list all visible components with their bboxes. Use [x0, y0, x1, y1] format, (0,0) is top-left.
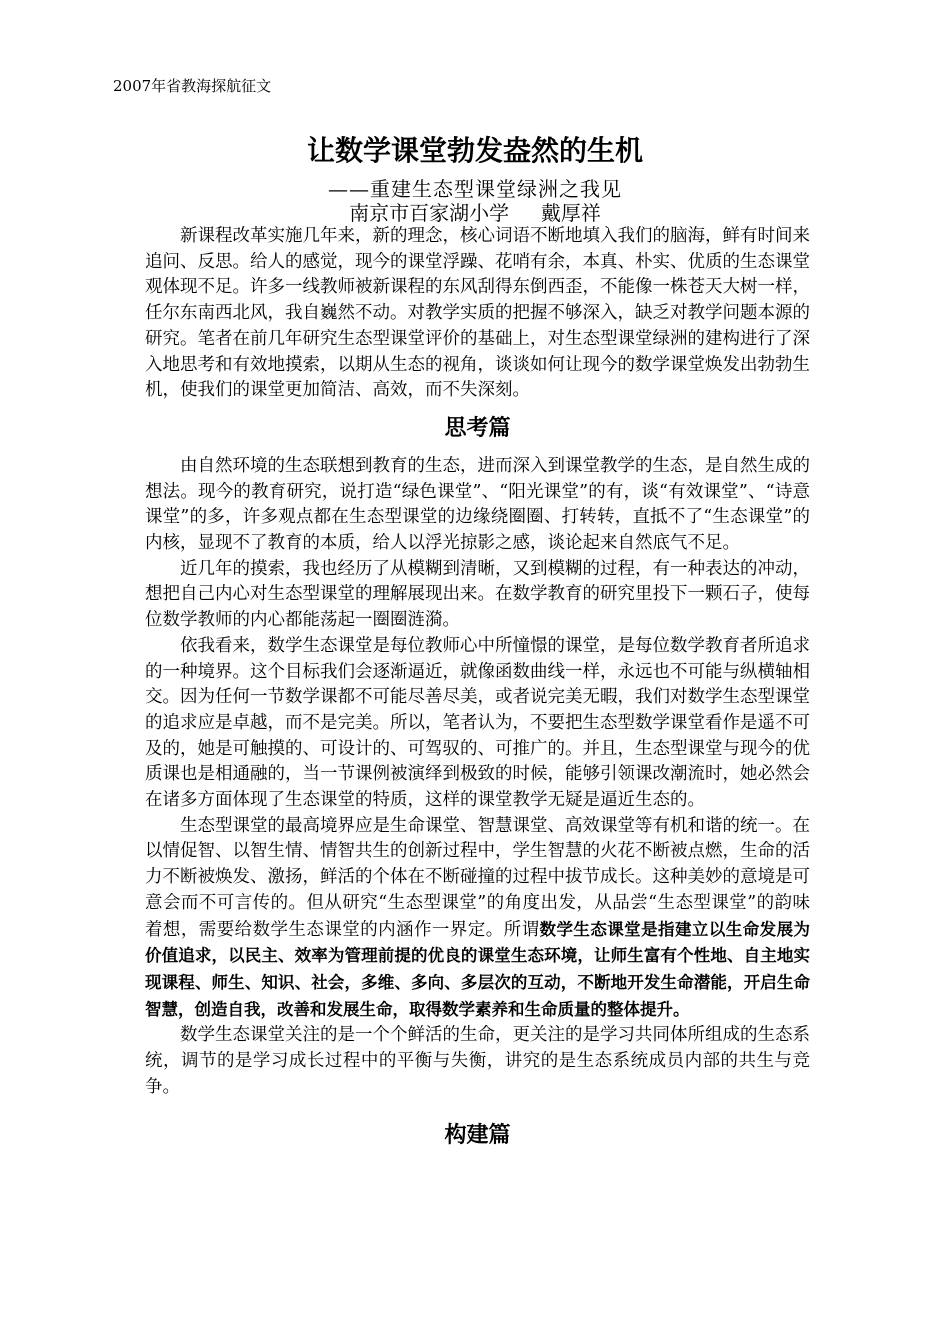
paragraph-text: 生态型课堂的最高境界应是生命课堂、智慧课堂、高效课堂等有机和谐的统一。在以情促智、以智生情、情智共生的创新过程中，学生智慧的火花不断被点燃，生命的活力不断被焕发、激扬，鲜活的个体在不断碰撞的过程中拔节成长。这种美妙的意境是可意会而不可言传的。但从研究“生态型课堂”的角度出发，从品尝“生态型课堂”的韵味着想，需要给数学生态课堂的内涵作一界定。所谓: [145, 815, 810, 940]
section-heading-building: 构建篇: [444, 1122, 511, 1148]
author-line: 南京市百家湖小学 戴厚祥: [349, 201, 601, 225]
paragraph: 由自然环境的生态联想到教育的生态，进而深入到课堂教学的生态，是自然生成的想法。现今的教育研究，说打造“绿色课堂”、“阳光课堂”的有，谈“有效课堂”、“诗意课堂”的多，许多观点都在生态型课堂的边缘绕圈圈、打转转，直抵不了“生态课堂”的内核，显现不了教育的本质，给人以浮光掠影之感，谈论起来自然底气不足。: [145, 455, 810, 554]
article-body: [145, 224, 810, 1171]
intro-paragraph: 新课程改革实施几年来，新的理念，核心词语不断地填入我们的脑海，鲜有时间来追问、反思。给人的感觉，现今的课堂浮躁、花哨有余，本真、朴实、优质的生态课堂观体现不足。许多一线教师被新课程的东风刮得东倒西歪，不能像一株苍天大树一样，任尔东南西北风，我自巍然不动。对教学实质的把握不够深入，缺乏对教学问题本源的研究。笔者在前几年研究生态型课堂评价的基础上，对生态型课堂绿洲的建构进行了深入地思考和有效地摸索，以期从生态的视角，谈谈如何让现今的数学课堂焕发出勃勃生机，使我们的课堂更加简洁、高效，而不失深刻。: [145, 226, 810, 401]
paragraph: 近几年的摸索，我也经历了从模糊到清晰，又到模糊的过程，有一种表达的冲动，想把自己内心对生态型课堂的理解展现出来。在数学教育的研究里投下一颗石子，使每位数学教师的内心都能荡起一圈圈涟漪。: [145, 558, 810, 631]
page-title: 让数学课堂勃发盎然的生机: [306, 134, 643, 167]
page-subtitle: ——重建生态型课堂绿洲之我见: [328, 177, 622, 201]
paragraph: 数学生态课堂关注的是一个个鲜活的生命，更关注的是学习共同体所组成的生态系统，调节的是学习成长过程中的平衡与失衡，讲究的是生态系统成员内部的共生与竞争。: [145, 1025, 810, 1097]
paragraph-definition: [145, 814, 810, 1024]
paragraph: 依我看来，数学生态课堂是每位教师心中所憧憬的课堂，是每位数学教育者所追求的一种境界。这个目标我们会逐渐逼近，就像函数曲线一样，永远也不可能与纵横轴相交。因为任何一节数学课都不可能尽善尽美，或者说完美无暇，我们对数学生态型课堂的追求应是卓越，而不是完美。所以，笔者认为，不要把生态型数学课堂看作是遥不可及的，她是可触摸的、可设计的、可驾驭的、可推广的。并且，生态型课堂与现今的优质课也是相通融的，当一节课例被演绎到极致的时候，能够引领课改潮流时，她必然会在诸多方面体现了生态课堂的特质，这样的课堂教学无疑是逼近生态的。: [145, 635, 810, 811]
definition-bold-text: 数学生态课堂是指建立以生命发展为价值追求，以民主、效率为管理前提的优良的课堂生态环境，让师生富有个性地、自主地实现课程、师生、知识、社会，多维、多向、多层次的互动，不断地开发生命潜能，开启生命智慧，创造自我，改善和发展生命，取得数学素养和生命质量的整体提升。: [145, 919, 811, 1019]
header-note: 2007年省教海探航征文: [113, 77, 272, 95]
section-heading-thinking: 思考篇: [444, 415, 511, 441]
